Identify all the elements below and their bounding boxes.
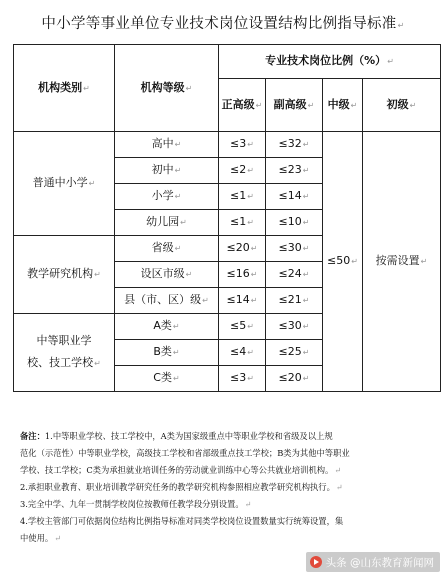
note-4-line-1: 4.学校主管部门可依据岗位结构比例指导标准对同类学校岗位设置数量实行统筹设置，集 xyxy=(20,516,344,526)
level-cell: A类↵ xyxy=(115,314,219,340)
vice-cell: ≤21↵ xyxy=(266,288,323,314)
junior-value-cell: 按需设置↵ xyxy=(363,132,441,392)
vice-cell: ≤30↵ xyxy=(266,236,323,262)
header-row-top xyxy=(14,45,441,79)
header-org-level: 机构等级↵ xyxy=(115,45,219,132)
middle-value-cell: ≤50↵ xyxy=(323,132,363,392)
senior-cell: ≤20↵ xyxy=(219,236,266,262)
vice-cell: ≤30↵ xyxy=(266,314,323,340)
vice-cell: ≤32↵ xyxy=(266,132,323,158)
ratio-table xyxy=(13,44,441,392)
table-row xyxy=(14,132,441,158)
level-cell: B类↵ xyxy=(115,340,219,366)
senior-cell: ≤2↵ xyxy=(219,158,266,184)
page-title: 中小学等事业单位专业技术岗位设置结构比例指导标准↵ xyxy=(41,16,405,32)
vice-cell: ≤14↵ xyxy=(266,184,323,210)
note-3: 3.完全中学、九年一贯制学校岗位按教师任教学段分别设置。↵ xyxy=(20,499,252,509)
header-ratio-group: 专业技术岗位比例（%）↵ xyxy=(219,45,441,79)
senior-cell: ≤16↵ xyxy=(219,262,266,288)
level-cell: 小学↵ xyxy=(115,184,219,210)
level-cell: 省级↵ xyxy=(115,236,219,262)
note-2: 2.承担职业教育、职业培训教学研究任务的教学研究机构参照相应教学研究机构执行。↵ xyxy=(20,482,343,492)
senior-cell: ≤1↵ xyxy=(219,210,266,236)
group-name-teaching-research: 教学研究机构↵ xyxy=(14,236,115,314)
level-cell: 幼儿园↵ xyxy=(115,210,219,236)
watermark: 头条 @山东教育新闻网 xyxy=(306,552,440,572)
play-icon xyxy=(310,556,322,568)
notes-section xyxy=(20,428,440,547)
header-middle: 中级↵ xyxy=(323,79,363,132)
header-vice-senior: 副高级↵ xyxy=(266,79,323,132)
level-cell: 设区市级↵ xyxy=(115,262,219,288)
vice-cell: ≤23↵ xyxy=(266,158,323,184)
level-cell: 高中↵ xyxy=(115,132,219,158)
senior-cell: ≤14↵ xyxy=(219,288,266,314)
vice-cell: ≤20↵ xyxy=(266,366,323,392)
senior-cell: ≤4↵ xyxy=(219,340,266,366)
note-1-line-1: 备注：1.中等职业学校、技工学校中，A类为国家级重点中等职业学校和省级及以上规 xyxy=(20,431,333,441)
level-cell: 县（市、区）级↵ xyxy=(115,288,219,314)
header-org-type: 机构类别↵ xyxy=(14,45,115,132)
senior-cell: ≤5↵ xyxy=(219,314,266,340)
senior-cell: ≤1↵ xyxy=(219,184,266,210)
level-cell: 初中↵ xyxy=(115,158,219,184)
group-name-vocational: 中等职业学 校、技工学校↵ xyxy=(14,314,115,392)
group-name-primary-secondary: 普通中小学↵ xyxy=(14,132,115,236)
level-cell: C类↵ xyxy=(115,366,219,392)
vice-cell: ≤10↵ xyxy=(266,210,323,236)
vice-cell: ≤24↵ xyxy=(266,262,323,288)
senior-cell: ≤3↵ xyxy=(219,366,266,392)
note-4-line-2: 中使用。↵ xyxy=(20,533,61,543)
senior-cell: ≤3↵ xyxy=(219,132,266,158)
header-senior: 正高级↵ xyxy=(219,79,266,132)
note-1-line-3: 学校、技工学校；C类为承担就业培训任务的劳动就业训练中心等公共就业培训机构。↵ xyxy=(20,465,342,475)
vice-cell: ≤25↵ xyxy=(266,340,323,366)
note-1-line-2: 范化（示范性）中等职业学校，高级技工学校和省部级重点技工学校；B类为其他中等职业 xyxy=(20,448,350,458)
header-junior: 初级↵ xyxy=(363,79,441,132)
